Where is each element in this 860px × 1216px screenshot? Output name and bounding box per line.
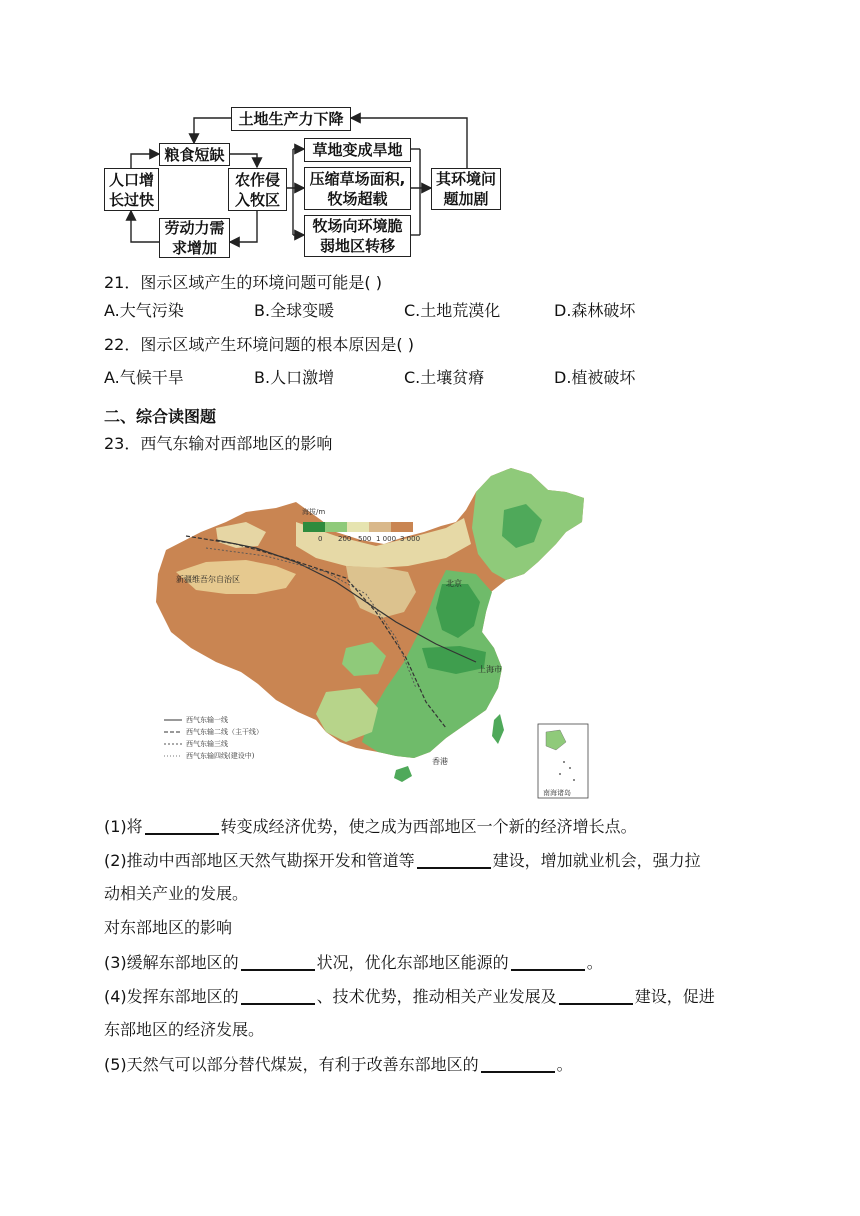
q22-option-b: B.人口激增 bbox=[254, 368, 335, 387]
pipeline-legend bbox=[164, 715, 263, 760]
box-text: 弱地区转移 bbox=[319, 237, 395, 255]
answer-blank[interactable] bbox=[511, 953, 585, 971]
legend-swatch-3 bbox=[369, 522, 391, 532]
map-svg bbox=[146, 462, 592, 802]
legend-swatch-0 bbox=[303, 522, 325, 532]
box-food-shortage bbox=[159, 143, 230, 166]
box-text: 劳动力需 bbox=[164, 219, 225, 237]
answer-blank[interactable] bbox=[241, 987, 315, 1005]
map-label-hongkong: 香港 bbox=[432, 757, 448, 766]
legend-colorbar bbox=[303, 522, 413, 532]
pipeline-legend-label: 西气东输四线(建设中) bbox=[186, 752, 255, 760]
pipeline-legend-label: 西气东输一线 bbox=[186, 716, 228, 724]
q23-part-4 bbox=[104, 986, 715, 1008]
section-heading: 二、综合读图题 bbox=[104, 407, 217, 426]
text: (5)天然气可以部分替代煤炭，有利于改善东部地区的 bbox=[104, 1055, 479, 1074]
box-env-problem bbox=[431, 168, 501, 210]
legend-tick: 1 000 bbox=[376, 535, 397, 543]
legend-swatch-2 bbox=[347, 522, 369, 532]
answer-blank[interactable] bbox=[559, 987, 633, 1005]
text: (2)推动中西部地区天然气勘探开发和管道等 bbox=[104, 851, 415, 870]
legend-tick: 500 bbox=[358, 535, 372, 543]
china-terrain-map bbox=[146, 462, 592, 802]
east-impact-heading: 对东部地区的影响 bbox=[104, 918, 233, 937]
box-text: 草地变成旱地 bbox=[312, 141, 403, 159]
box-text: 牧场向环境脆 bbox=[312, 217, 403, 235]
legend-tick: 200 bbox=[338, 535, 352, 543]
flowchart-arrows bbox=[0, 0, 860, 270]
q23-stem: 23．西气东输对西部地区的影响 bbox=[104, 434, 333, 453]
box-text: 题加剧 bbox=[443, 190, 489, 208]
box-text: 长过快 bbox=[108, 190, 154, 209]
text: 。 bbox=[586, 953, 603, 972]
map-inset-south-sea bbox=[538, 724, 588, 798]
box-text: 土地生产力下降 bbox=[238, 110, 344, 128]
box-text: 农作侵 bbox=[234, 170, 280, 189]
box-text: 压缩草场面积, bbox=[309, 169, 406, 188]
box-compress-grass bbox=[304, 167, 411, 210]
text: (3)缓解东部地区的 bbox=[104, 953, 239, 972]
q21-option-d: D.森林破坏 bbox=[554, 301, 636, 320]
box-text: 其环境问 bbox=[435, 170, 496, 188]
q22-option-d: D.植被破坏 bbox=[554, 368, 636, 387]
text: (1)将 bbox=[104, 817, 143, 836]
q22-stem: 22．图示区域产生环境问题的根本原因是( ) bbox=[104, 335, 414, 354]
box-text: 人口增 bbox=[108, 170, 154, 189]
box-text: 入牧区 bbox=[234, 190, 280, 209]
box-farming bbox=[228, 168, 287, 211]
answer-blank[interactable] bbox=[145, 817, 219, 835]
map-hainan bbox=[394, 766, 412, 782]
q23-part-5 bbox=[104, 1054, 573, 1076]
text: 建设，增加就业机会，强力拉 bbox=[492, 851, 701, 870]
box-land-productivity bbox=[231, 107, 351, 131]
legend-title: 海拔/m bbox=[302, 508, 326, 516]
answer-blank[interactable] bbox=[417, 851, 491, 869]
box-text: 粮食短缺 bbox=[164, 145, 225, 164]
map-label-shanghai: 上海市 bbox=[478, 665, 502, 674]
legend-tick: 0 bbox=[318, 535, 323, 543]
legend-tick: 3 000 bbox=[400, 535, 421, 543]
q22-option-a: A.气候干旱 bbox=[104, 368, 184, 387]
box-move-fragile bbox=[304, 215, 411, 257]
text: (4)发挥东部地区的 bbox=[104, 987, 239, 1006]
q21-option-b: B.全球变暖 bbox=[254, 301, 335, 320]
map-taiwan bbox=[492, 714, 504, 744]
q23-part-4-cont: 东部地区的经济发展。 bbox=[104, 1020, 265, 1039]
q23-part-2 bbox=[104, 850, 701, 872]
text: 状况，优化东部地区能源的 bbox=[316, 953, 509, 972]
q22-option-c: C.土壤贫瘠 bbox=[404, 368, 485, 387]
box-grass-to-dry bbox=[304, 138, 411, 162]
text: 。 bbox=[556, 1055, 573, 1074]
q23-part-2-cont: 动相关产业的发展。 bbox=[104, 884, 249, 903]
box-population bbox=[104, 168, 159, 211]
answer-blank[interactable] bbox=[481, 1055, 555, 1073]
box-labor bbox=[159, 218, 230, 258]
map-label-beijing: 北京 bbox=[446, 579, 462, 588]
box-text: 求增加 bbox=[171, 239, 217, 257]
q23-part-1 bbox=[104, 816, 637, 838]
legend-swatch-4 bbox=[391, 522, 413, 532]
q21-option-c: C.土地荒漠化 bbox=[404, 301, 501, 320]
q21-option-a: A.大气污染 bbox=[104, 301, 184, 320]
box-text: 牧场超载 bbox=[327, 189, 388, 208]
answer-blank[interactable] bbox=[241, 953, 315, 971]
q23-part-3 bbox=[104, 952, 603, 974]
text: 转变成经济优势，使之成为西部地区一个新的经济增长点。 bbox=[220, 817, 637, 836]
map-label-xinjiang: 新疆维吾尔自治区 bbox=[176, 575, 240, 584]
pipeline-legend-label: 西气东输二线（主干线） bbox=[186, 728, 263, 736]
map-label-south-sea: 南海诸岛 bbox=[543, 789, 571, 797]
q21-stem: 21．图示区域产生的环境问题可能是( ) bbox=[104, 273, 382, 292]
pipeline-legend-label: 西气东输三线 bbox=[186, 740, 228, 748]
text: 建设，促进 bbox=[634, 987, 715, 1006]
legend-swatch-1 bbox=[325, 522, 347, 532]
text: 、技术优势，推动相关产业发展及 bbox=[316, 987, 557, 1006]
